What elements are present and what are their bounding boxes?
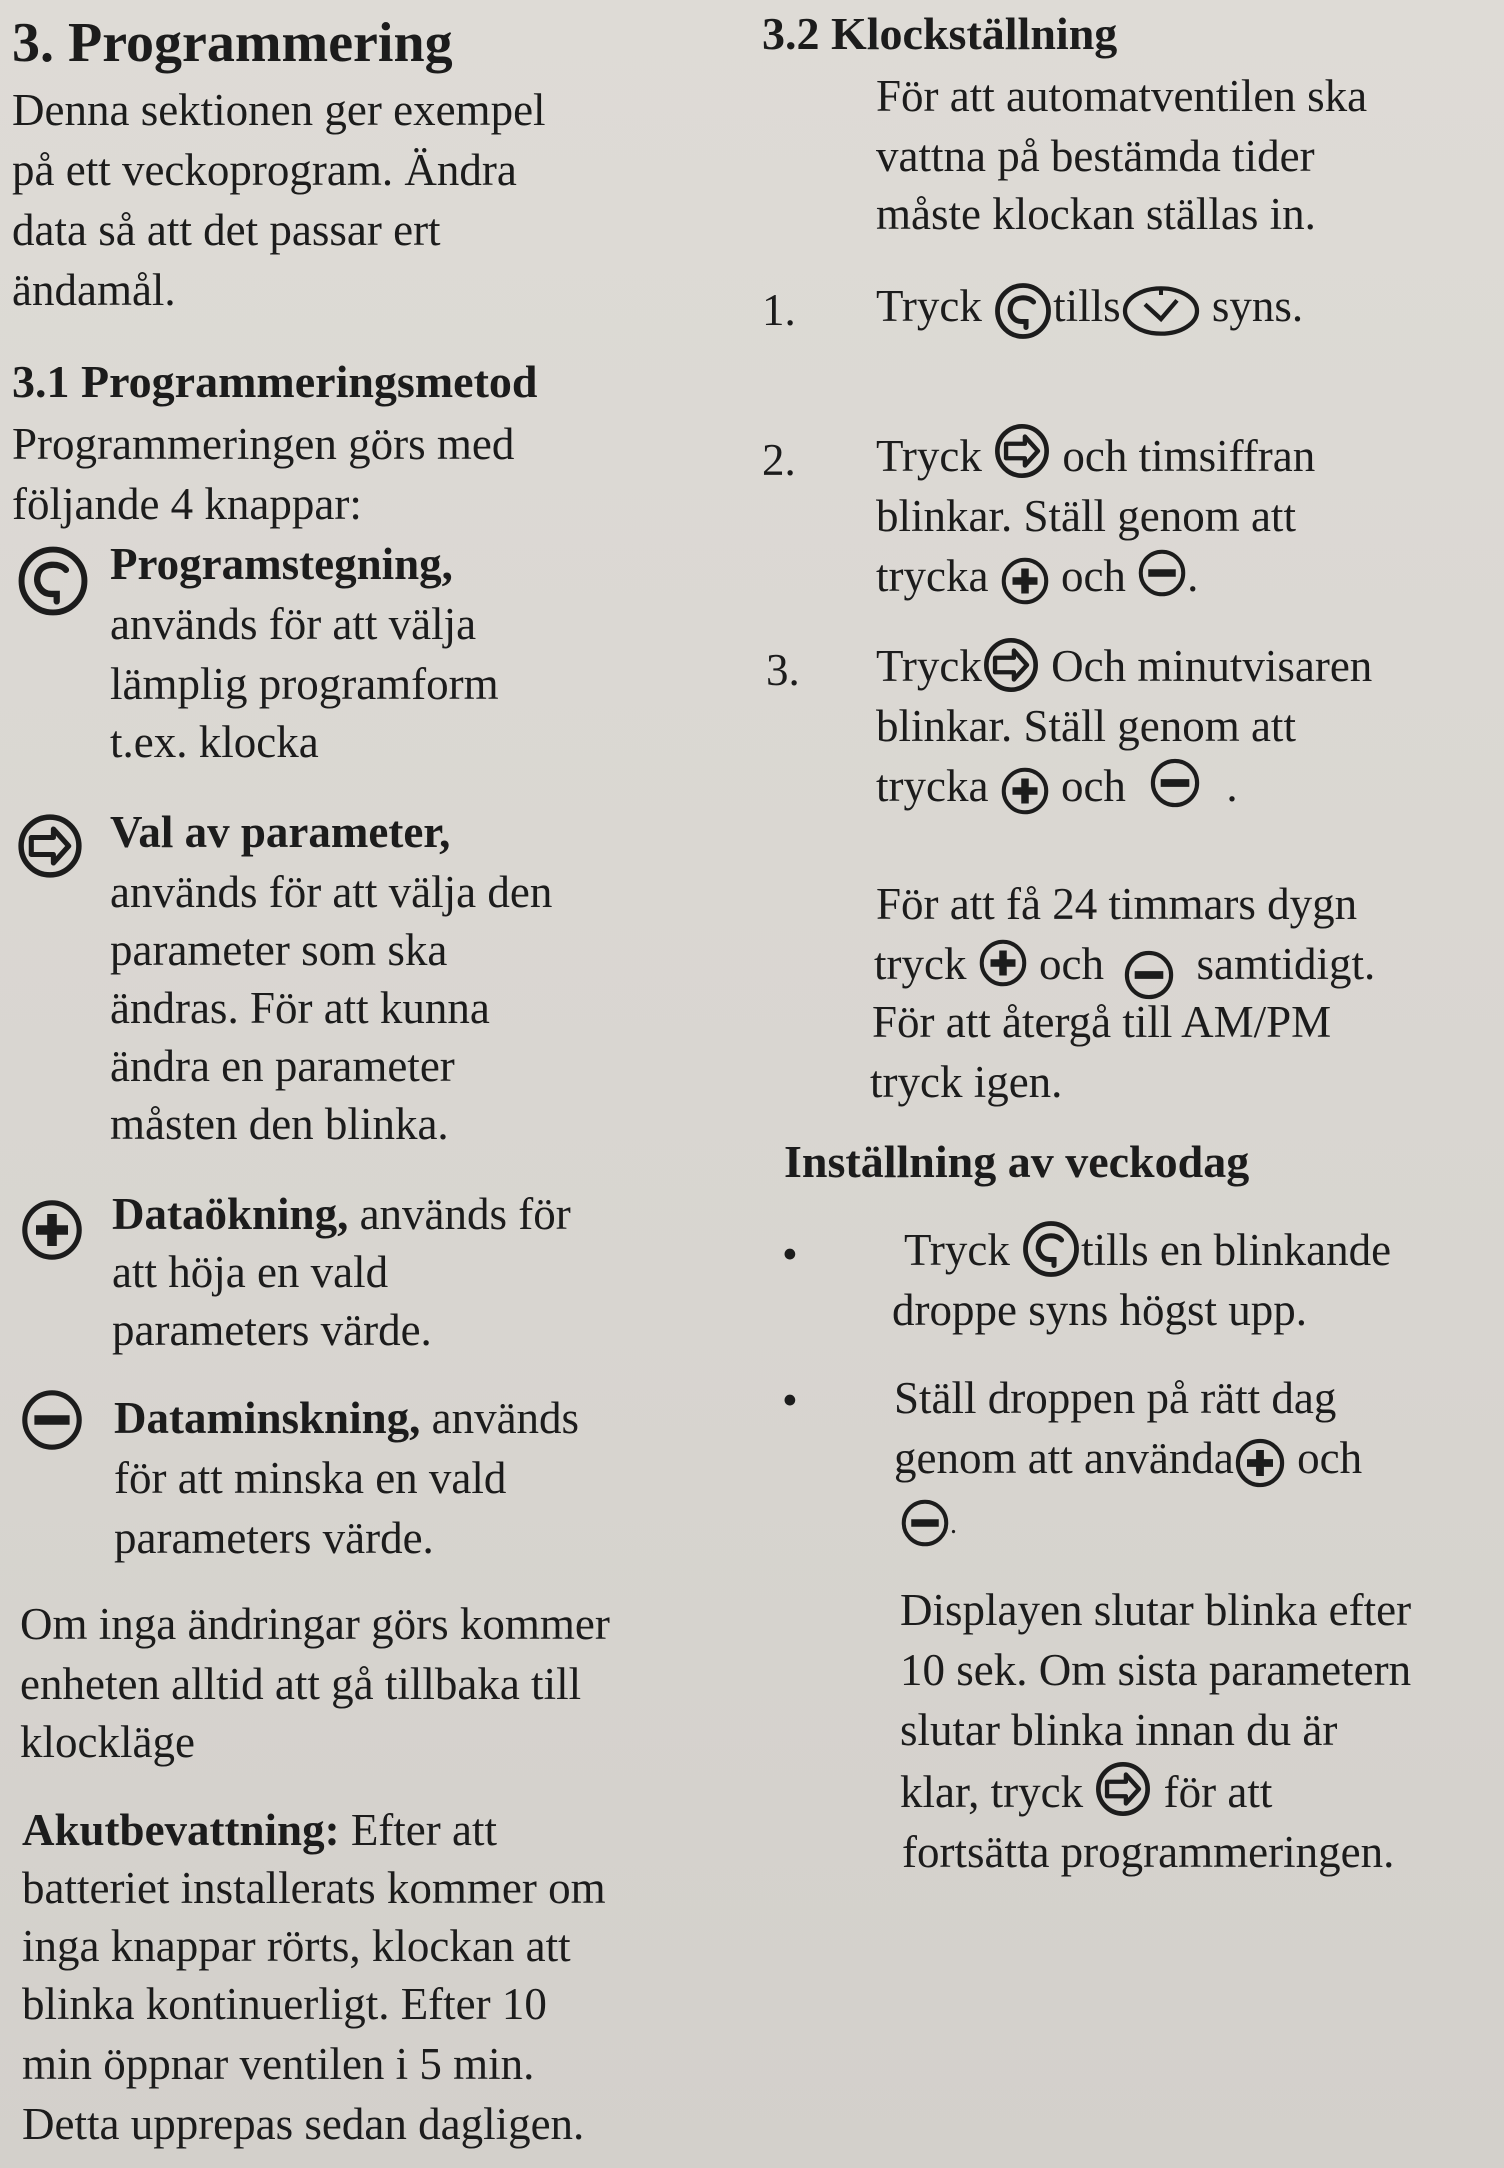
plus-icon — [20, 1198, 84, 1262]
h24-text-b: och — [1038, 939, 1104, 989]
button-2-line-5: måsten den blinka. — [110, 1099, 449, 1149]
button-1-line-2: lämplig programform — [110, 659, 499, 709]
button-4-title-rest: används — [420, 1393, 580, 1443]
button-4-title: Dataminskning, — [114, 1393, 421, 1443]
button-4-title-line — [114, 1388, 579, 1448]
display-line-3: slutar blinka innan du är — [900, 1705, 1338, 1755]
weekday-2-line-3 — [900, 1488, 957, 1555]
display-text-a: klar, tryck — [900, 1767, 1084, 1817]
weekday-1-text-b: tills en blinkande — [1081, 1225, 1392, 1275]
weekday-1-text-a: Tryck — [904, 1225, 1010, 1275]
minus-icon — [1149, 757, 1201, 809]
section-title: 3. Programmering — [12, 12, 453, 74]
step-2-text-l3c: . — [1187, 551, 1199, 601]
step-2-text-b: och timsiffran — [1062, 431, 1316, 481]
h24-line-2 — [874, 934, 1375, 995]
step-1-line — [876, 276, 1303, 341]
button-3-title-line — [112, 1184, 571, 1244]
step-3-text-l3a: trycka — [876, 761, 989, 811]
plus-icon — [1234, 1437, 1286, 1489]
step-3-text-b: Och minutvisaren — [1051, 641, 1373, 691]
step-2-text-l3a: trycka — [876, 551, 989, 601]
clock-heading: 3.2 Klockställning — [762, 8, 1118, 59]
parameter-select-icon — [1094, 1760, 1152, 1818]
weekday-2-text-b: och — [1297, 1433, 1363, 1483]
h24-text-c: samtidigt. — [1196, 939, 1376, 989]
intro-line-4: ändamål. — [12, 265, 176, 315]
h24-line-3: För att återgå till AM/PM — [872, 997, 1332, 1047]
emergency-line-5: Detta upprepas sedan dagligen. — [22, 2099, 585, 2149]
intro-line-1: Denna sektionen ger exempel — [12, 85, 546, 135]
step-3-text-l3b: och — [1060, 761, 1126, 811]
step-2-text-a: Tryck — [876, 431, 982, 481]
weekday-2-text-c: . — [950, 1509, 957, 1540]
bullet-1: • — [782, 1229, 798, 1279]
reset-line-3: klockläge — [20, 1717, 195, 1767]
step-1-number: 1. — [762, 285, 796, 335]
emergency-first: Efter att — [339, 1805, 497, 1855]
step-3-line-3 — [876, 756, 1238, 817]
display-text-b: för att — [1163, 1767, 1273, 1817]
clock-icon — [1121, 281, 1201, 341]
parameter-select-icon — [993, 422, 1051, 480]
plus-icon — [1000, 556, 1050, 606]
step-2-line-3 — [876, 546, 1198, 606]
parameter-select-icon — [16, 812, 84, 880]
display-line-4 — [900, 1762, 1272, 1826]
button-3-title: Dataökning, — [112, 1189, 349, 1239]
reset-line-1: Om inga ändringar görs kommer — [20, 1599, 610, 1649]
step-2-text-l3b: och — [1060, 551, 1126, 601]
display-line-5: fortsätta programmeringen. — [902, 1827, 1395, 1877]
clock-intro-2: vattna på bestämda tider — [876, 131, 1315, 181]
step-1-text-b: tills — [1053, 281, 1121, 331]
button-1-line-3: t.ex. klocka — [110, 717, 319, 767]
button-1-title: Programstegning, — [110, 539, 453, 589]
plus-icon — [1000, 766, 1050, 816]
h24-line-1: För att få 24 timmars dygn — [876, 879, 1358, 929]
intro-line-3: data så att det passar ert — [12, 205, 441, 255]
h24-text-a: tryck — [874, 939, 967, 989]
display-line-2: 10 sek. Om sista parametern — [900, 1645, 1412, 1695]
minus-icon — [900, 1498, 950, 1548]
weekday-2-text-a: genom att använda — [894, 1433, 1234, 1483]
button-2-line-2: parameter som ska — [110, 925, 448, 975]
button-1-line-1: används för att välja — [110, 599, 477, 649]
h24-line-4: tryck igen. — [870, 1057, 1063, 1107]
step-3-text-a: Tryck — [876, 641, 982, 691]
reset-line-2: enheten alltid att gå tillbaka till — [20, 1659, 582, 1709]
parameter-select-icon — [982, 636, 1040, 694]
step-2-line-2: blinkar. Ställ genom att — [876, 491, 1296, 541]
button-4-line-1: för att minska en vald — [114, 1453, 507, 1503]
step-2-line-1 — [876, 426, 1315, 490]
emergency-line-3: blinka kontinuerligt. Efter 10 — [22, 1979, 547, 2029]
weekday-1-line-1 — [904, 1220, 1391, 1285]
program-step-icon — [993, 281, 1053, 341]
button-3-title-rest: används för — [348, 1189, 571, 1239]
button-2-title: Val av parameter, — [110, 807, 451, 857]
step-1-text-a: Tryck — [876, 281, 982, 331]
minus-icon — [20, 1388, 84, 1452]
clock-intro-1: För att automatventilen ska — [876, 71, 1368, 121]
step-3-line-2: blinkar. Ställ genom att — [876, 701, 1296, 751]
display-line-1: Displayen slutar blinka efter — [900, 1585, 1412, 1635]
emergency-line-0 — [22, 1800, 497, 1860]
button-4-line-2: parameters värde. — [114, 1513, 434, 1563]
weekday-2-line-2 — [894, 1428, 1362, 1489]
intro-line-2: på ett veckoprogram. Ändra — [12, 145, 517, 195]
step-3-number: 3. — [766, 645, 800, 695]
minus-icon — [1137, 548, 1187, 598]
button-2-line-4: ändra en parameter — [110, 1041, 455, 1091]
button-2-line-1: används för att välja den — [110, 867, 553, 917]
emergency-line-2: inga knappar rörts, klockan att — [22, 1921, 571, 1971]
step-3-line-1 — [876, 636, 1372, 700]
method-line-1: Programmeringen görs med — [12, 419, 515, 469]
program-step-icon — [16, 544, 90, 618]
program-step-icon — [1021, 1219, 1081, 1279]
weekday-1-line-2: droppe syns högst upp. — [892, 1285, 1307, 1335]
method-heading: 3.1 Programmeringsmetod — [12, 356, 538, 407]
button-3-line-2: parameters värde. — [112, 1305, 432, 1355]
button-3-line-1: att höja en vald — [112, 1247, 389, 1297]
clock-intro-3: måste klockan ställas in. — [876, 189, 1316, 239]
emergency-line-4: min öppnar ventilen i 5 min. — [22, 2039, 535, 2089]
weekday-2-line-1: Ställ droppen på rätt dag — [894, 1373, 1337, 1423]
plus-icon — [978, 938, 1028, 988]
method-line-2: följande 4 knappar: — [12, 479, 362, 529]
bullet-2: • — [782, 1375, 798, 1425]
step-2-number: 2. — [762, 435, 796, 485]
step-1-text-c: syns. — [1211, 281, 1304, 331]
button-2-line-3: ändras. För att kunna — [110, 983, 490, 1033]
emergency-line-1: batteriet installerats kommer om — [22, 1863, 606, 1913]
weekday-heading: Inställning av veckodag — [784, 1136, 1250, 1187]
step-3-text-l3c: . — [1226, 761, 1238, 811]
emergency-label: Akutbevattning: — [22, 1805, 340, 1855]
